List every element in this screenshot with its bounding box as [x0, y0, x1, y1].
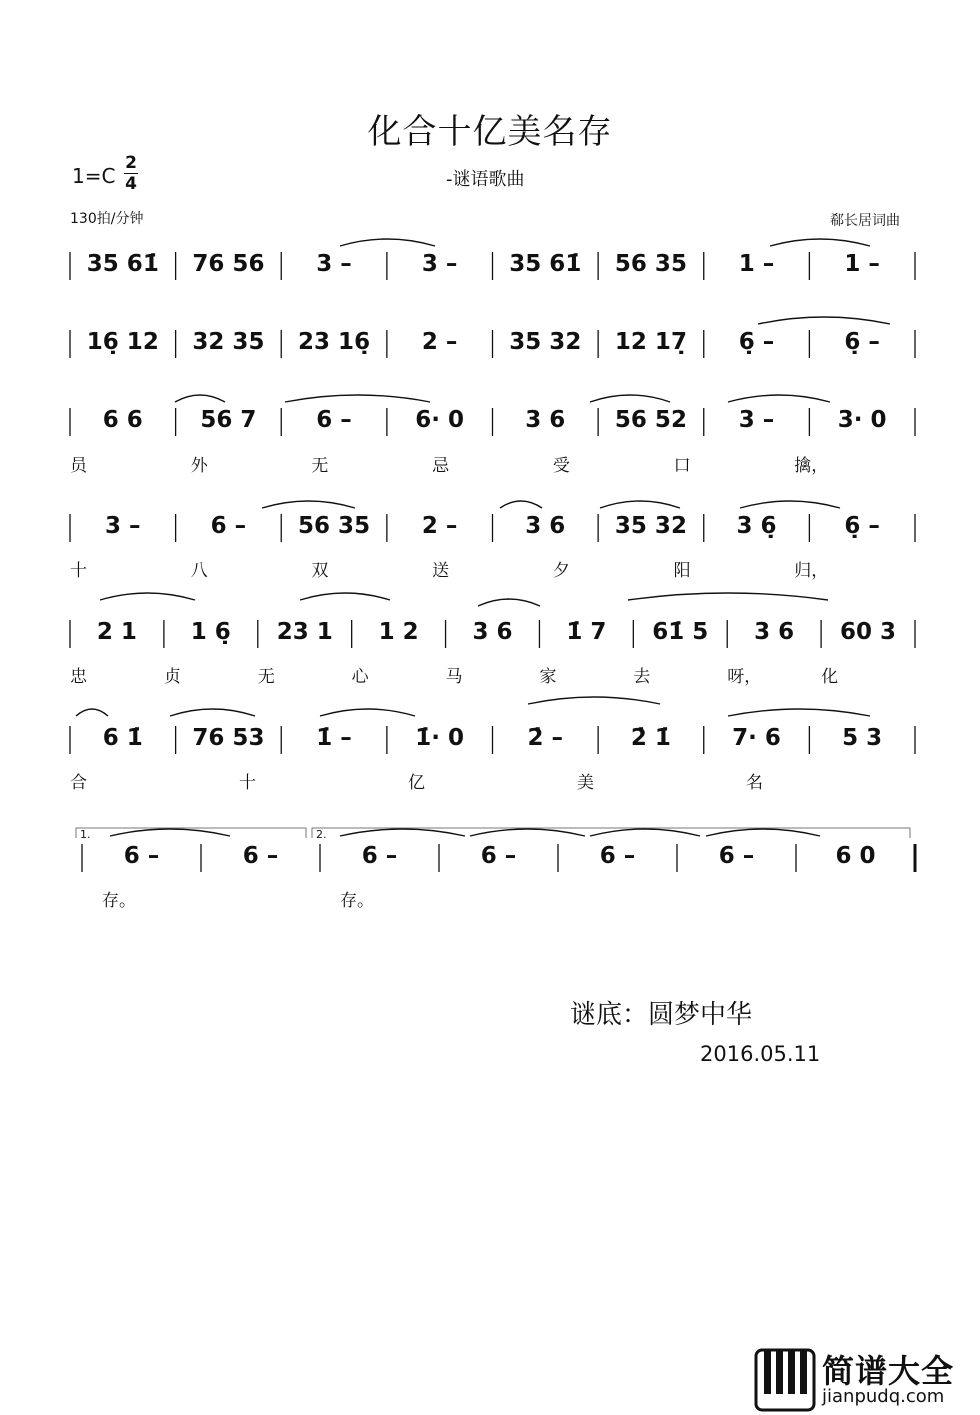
date-stamp: 2016.05.11 — [700, 1042, 821, 1066]
lyric-syllable: 贞 — [163, 667, 181, 687]
lyric-syllable: 亿 — [408, 773, 425, 793]
key-signature: 1=C — [72, 164, 116, 188]
lyric-syllable: 阳 — [673, 561, 691, 581]
slur — [320, 709, 415, 716]
measure-notes: 2̇ 1̇ — [630, 725, 671, 751]
measure-notes: 2̇ – — [527, 725, 564, 751]
slur — [285, 395, 430, 402]
lyric-syllable: 呀， — [727, 667, 762, 687]
measure-notes: 1 2 — [378, 619, 419, 645]
slur — [706, 829, 820, 836]
slur — [110, 829, 230, 836]
time-numerator: 2 — [125, 153, 137, 173]
time-denominator: 4 — [125, 174, 137, 194]
tempo-marking: 130拍/分钟 — [70, 211, 144, 227]
measure-notes: 23 1 — [276, 619, 333, 645]
measure-notes: 6̣ – — [738, 329, 775, 355]
slur — [175, 395, 225, 402]
lyric-syllable: 十 — [239, 773, 256, 793]
lyric-syllable: 口 — [673, 456, 691, 476]
measure-notes: 12 17̣ — [614, 329, 687, 355]
lyric-syllable: 心 — [351, 667, 369, 687]
measure-notes: 6 – — [123, 843, 160, 869]
slur — [170, 709, 255, 716]
measure-notes: 6 – — [361, 843, 398, 869]
lyric-syllable: 美 — [577, 773, 594, 793]
measure-notes: 3 6 — [754, 619, 795, 645]
measure-notes: 2 – — [421, 513, 458, 539]
slur — [340, 829, 465, 836]
measure-notes: 23 16̣ — [298, 329, 371, 355]
measure-notes: 76 53 — [192, 725, 265, 751]
song-subtitle: -谜语歌曲 — [446, 169, 525, 190]
slur — [590, 395, 670, 402]
logo-title: 简谱大全 — [822, 1352, 955, 1390]
lyric-syllable: 夕 — [552, 561, 570, 581]
slur — [600, 501, 680, 508]
slur — [300, 593, 390, 600]
measure-notes: 6· 0 — [415, 407, 465, 433]
measure-notes: 56 35 — [298, 513, 371, 539]
lyric-syllable: 归， — [794, 561, 829, 581]
measure-notes: 6 – — [599, 843, 636, 869]
lyric-syllable: 无 — [311, 456, 329, 476]
lyric-syllable: 受 — [552, 456, 570, 476]
volta-label: 2. — [316, 828, 327, 841]
measure-notes: 56 7 — [200, 407, 257, 433]
measure-notes: 35 32 — [614, 513, 687, 539]
lyric-syllable: 双 — [311, 561, 329, 581]
lyric-syllable: 合 — [70, 773, 87, 793]
measure-notes: 6̣ – — [844, 329, 880, 355]
measure-notes: 6 – — [210, 513, 247, 539]
measure-notes: 1 6̣ — [190, 619, 231, 645]
measure-notes: 6 – — [480, 843, 517, 869]
slur — [740, 501, 840, 508]
measure-notes: 3 6 — [525, 513, 566, 539]
song-title: 化合十亿美名存 — [367, 112, 613, 152]
measure-notes: 3 6 — [472, 619, 513, 645]
measure-notes: 2 – — [421, 329, 458, 355]
lyric-syllable: 送 — [432, 561, 450, 581]
lyric-syllable: 忠 — [70, 667, 87, 687]
lyric-syllable: 八 — [190, 561, 208, 581]
slur — [500, 501, 542, 508]
slur — [628, 593, 828, 600]
measure-notes: 1̇ – — [316, 725, 352, 751]
lyric-syllable: 马 — [445, 667, 463, 687]
measure-notes: 6 1̇ — [102, 725, 143, 751]
measure-notes: 1̇· 0 — [415, 725, 465, 751]
measure-notes: 6 6 — [102, 407, 143, 433]
measure-notes: 16̣ 12 — [86, 329, 159, 355]
measure-notes: 5 3 — [842, 725, 883, 751]
lyric-syllable: 存。 — [340, 891, 374, 911]
slur — [76, 709, 108, 716]
measure-notes: 6 – — [316, 407, 352, 433]
slur — [262, 501, 355, 508]
measure-notes: 2 1 — [96, 619, 137, 645]
measure-notes: 1 – — [738, 251, 775, 277]
measure-notes: 1̇ 7 — [566, 619, 607, 645]
volta-label: 1. — [80, 828, 91, 841]
measure-notes: 3 – — [738, 407, 775, 433]
lyric-syllable: 名 — [746, 773, 763, 793]
measure-notes: 56 52 — [614, 407, 687, 433]
lyric-syllable: 外 — [190, 456, 208, 476]
logo-url: jianpudq.com — [822, 1386, 945, 1407]
measure-notes: 35 32 — [509, 329, 582, 355]
slur — [100, 593, 195, 600]
lyric-syllable: 家 — [539, 667, 557, 687]
measure-notes: 6̣ – — [844, 513, 880, 539]
measure-notes: 3· 0 — [837, 407, 887, 433]
measure-notes: 35 61̇ — [509, 251, 582, 277]
lyric-syllable: 去 — [633, 667, 651, 687]
measure-notes: 61̇ 5 — [652, 619, 709, 645]
lyric-syllable: 擒， — [794, 456, 829, 476]
slur — [770, 239, 870, 246]
measure-notes: 6 – — [718, 843, 755, 869]
measure-notes: 3 – — [316, 251, 352, 277]
lyric-syllable: 无 — [257, 667, 275, 687]
measure-notes: 60 3 — [840, 619, 897, 645]
slur — [478, 599, 540, 606]
measure-notes: 1 – — [844, 251, 880, 277]
lyric-syllable: 员 — [70, 456, 87, 476]
lyric-syllable: 化 — [821, 667, 839, 687]
slur — [728, 709, 870, 716]
slur — [758, 317, 890, 324]
measure-notes: 6 – — [242, 843, 279, 869]
measure-notes: 7· 6 — [732, 725, 781, 751]
measure-notes: 3 – — [421, 251, 458, 277]
lyric-syllable: 存。 — [102, 891, 136, 911]
measure-notes: 6 0 — [835, 843, 876, 869]
slur — [528, 697, 660, 704]
measure-notes: 3 – — [105, 513, 141, 539]
lyric-syllable: 忌 — [432, 456, 450, 476]
slur — [340, 239, 435, 246]
slur — [728, 395, 830, 402]
riddle-answer: 谜底：圆梦中华 — [570, 1000, 753, 1030]
slur — [590, 829, 700, 836]
lyric-syllable: 十 — [70, 561, 87, 581]
measure-notes: 76 56 — [192, 251, 265, 277]
composer-credit: 郗长居词曲 — [830, 213, 900, 229]
slur — [470, 829, 585, 836]
measure-notes: 56 35 — [614, 251, 687, 277]
measure-notes: 35 61̇ — [86, 251, 159, 277]
measure-notes: 32 35 — [192, 329, 265, 355]
measure-notes: 3 6̣ — [736, 513, 777, 539]
measure-notes: 3 6 — [525, 407, 566, 433]
